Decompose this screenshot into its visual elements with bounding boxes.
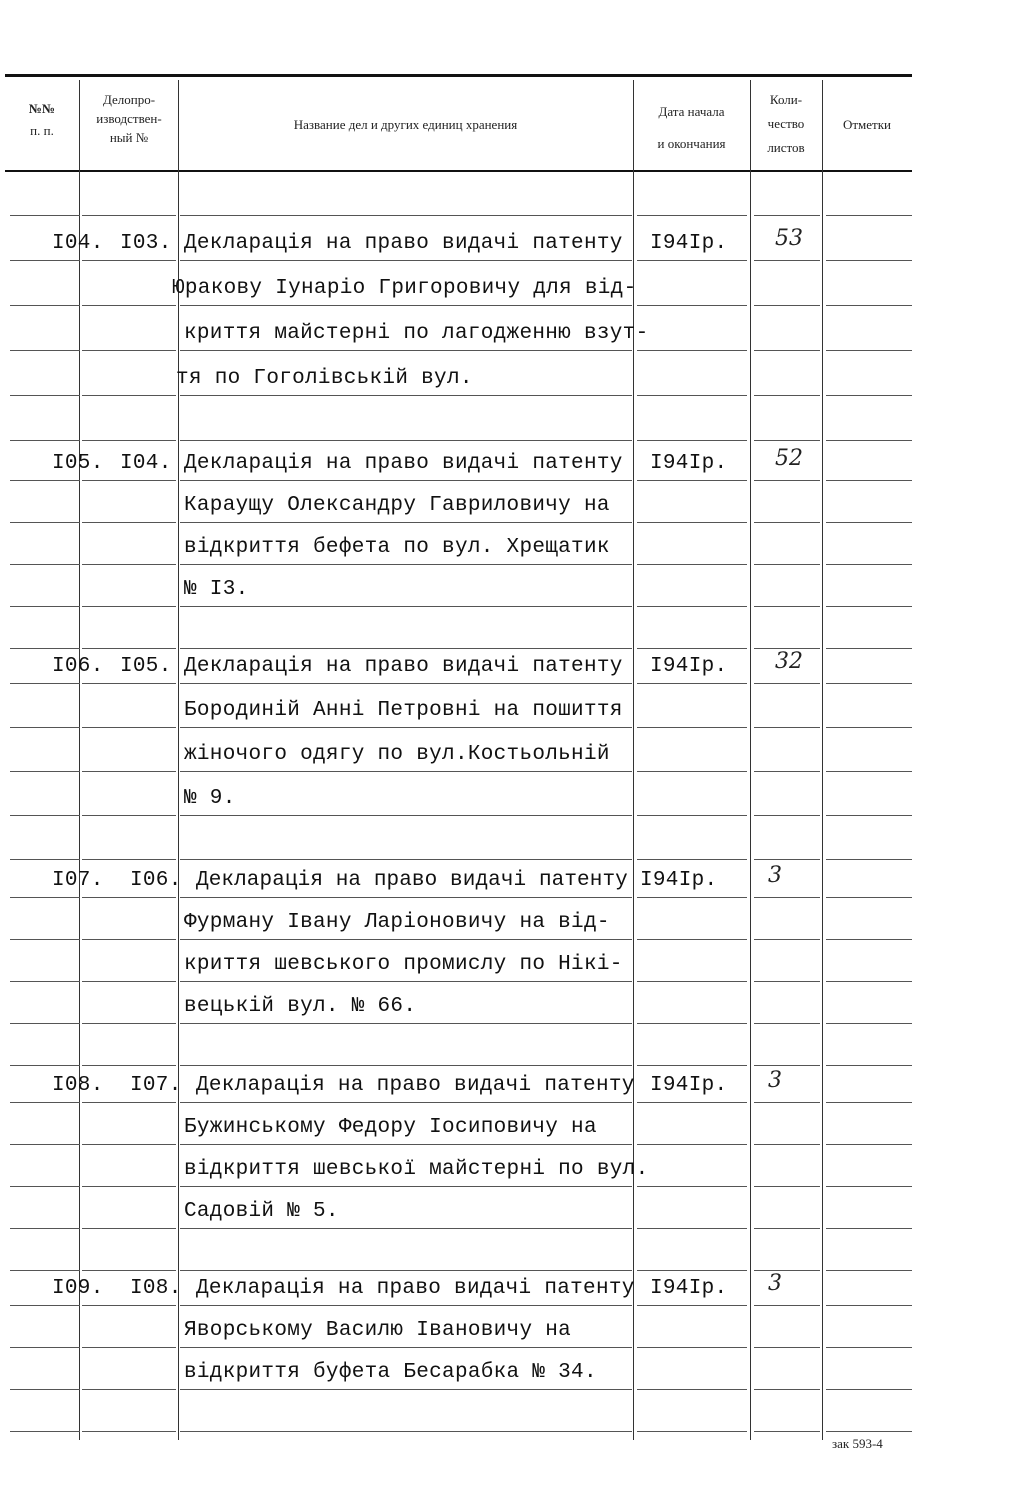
- row-rule: [180, 305, 632, 306]
- row-rule: [10, 395, 80, 396]
- row-rule: [180, 522, 632, 523]
- row-rule: [10, 1023, 80, 1024]
- row-rule: [754, 815, 820, 816]
- row-rule: [637, 939, 747, 940]
- row-rule: [637, 1228, 747, 1229]
- row-rule: [180, 606, 632, 607]
- row-rule: [754, 1144, 820, 1145]
- record-number: I04.: [120, 452, 172, 475]
- record-number: I06.: [130, 869, 182, 892]
- row-rule: [637, 440, 747, 441]
- row-rule: [82, 939, 176, 940]
- header-del-line: изводствен-: [96, 111, 162, 126]
- row-rule: [180, 939, 632, 940]
- header-del-num: [80, 90, 178, 147]
- entry-number: I05.: [52, 452, 104, 475]
- title-line: жіночого одягу по вул.Костьольній: [184, 743, 610, 766]
- title-line: Декларація на право видачі патенту: [196, 1277, 635, 1300]
- row-rule: [826, 522, 912, 523]
- row-rule: [180, 395, 632, 396]
- row-rule: [82, 1228, 176, 1229]
- row-rule: [10, 1431, 80, 1432]
- row-rule: [826, 260, 912, 261]
- row-rule: [754, 215, 820, 216]
- row-rule: [10, 815, 80, 816]
- row-rule: [82, 727, 176, 728]
- row-rule: [826, 1270, 912, 1271]
- row-rule: [10, 981, 80, 982]
- row-rule: [82, 1431, 176, 1432]
- row-rule: [826, 440, 912, 441]
- row-rule: [82, 815, 176, 816]
- row-rule: [10, 771, 80, 772]
- row-rule: [754, 1228, 820, 1229]
- row-rule: [82, 260, 176, 261]
- title-line: відкриття бефета по вул. Хрещатик: [184, 536, 610, 559]
- row-rule: [826, 1102, 912, 1103]
- record-number: I07.: [130, 1074, 182, 1097]
- header-notes: Отметки: [842, 117, 892, 132]
- row-rule: [82, 897, 176, 898]
- row-rule: [82, 1065, 176, 1066]
- row-rule: [82, 1270, 176, 1271]
- row-rule: [10, 1186, 80, 1187]
- row-rule: [180, 1023, 632, 1024]
- row-rule: [754, 480, 820, 481]
- row-rule: [180, 1431, 632, 1432]
- title-line: Бужинському Федору Іосиповичу на: [184, 1116, 597, 1139]
- entry-number: I07.: [52, 869, 104, 892]
- record-number: I05.: [120, 655, 172, 678]
- row-rule: [82, 1347, 176, 1348]
- row-rule: [637, 1102, 747, 1103]
- title-line: № I3.: [184, 578, 249, 601]
- row-rule: [826, 1431, 912, 1432]
- sheet-count: 53: [775, 226, 803, 251]
- row-rule: [754, 897, 820, 898]
- sheet-count: 3: [768, 1068, 782, 1093]
- entry-number: I09.: [52, 1277, 104, 1300]
- row-rule: [82, 1389, 176, 1390]
- row-rule: [180, 350, 632, 351]
- column-divider: [79, 80, 80, 1440]
- row-rule: [82, 305, 176, 306]
- row-rule: [754, 305, 820, 306]
- row-rule: [637, 305, 747, 306]
- row-rule: [637, 1347, 747, 1348]
- row-rule: [180, 1389, 632, 1390]
- entry-number: I08.: [52, 1074, 104, 1097]
- title-line: Декларація на право видачі патенту: [184, 452, 623, 475]
- row-rule: [180, 1347, 632, 1348]
- row-rule: [754, 1186, 820, 1187]
- row-rule: [180, 981, 632, 982]
- row-rule: [826, 350, 912, 351]
- row-rule: [82, 350, 176, 351]
- row-rule: [826, 1389, 912, 1390]
- record-number: I08.: [130, 1277, 182, 1300]
- row-rule: [637, 1144, 747, 1145]
- row-rule: [637, 771, 747, 772]
- title-line: Фурману Івану Ларіоновичу на від-: [184, 911, 610, 934]
- row-rule: [754, 395, 820, 396]
- row-rule: [826, 1065, 912, 1066]
- header-sheets: [750, 88, 822, 160]
- row-rule: [637, 897, 747, 898]
- row-rule: [826, 815, 912, 816]
- row-rule: [637, 1389, 747, 1390]
- row-rule: [637, 1305, 747, 1306]
- row-rule: [637, 727, 747, 728]
- row-rule: [754, 1347, 820, 1348]
- row-rule: [754, 771, 820, 772]
- row-rule: [10, 564, 80, 565]
- row-rule: [180, 683, 632, 684]
- row-rule: [10, 522, 80, 523]
- row-rule: [637, 215, 747, 216]
- row-rule: [10, 1305, 80, 1306]
- row-rule: [180, 440, 632, 441]
- row-rule: [180, 1305, 632, 1306]
- row-rule: [82, 606, 176, 607]
- row-rule: [10, 606, 80, 607]
- row-rule: [754, 1102, 820, 1103]
- sheet-count: 52: [775, 446, 803, 471]
- row-rule: [10, 440, 80, 441]
- row-rule: [637, 1065, 747, 1066]
- title-line: тя по Гоголівській вул.: [176, 367, 473, 390]
- row-rule: [826, 1023, 912, 1024]
- row-rule: [82, 215, 176, 216]
- row-rule: [637, 815, 747, 816]
- row-rule: [637, 981, 747, 982]
- row-rule: [82, 1144, 176, 1145]
- row-rule: [754, 1305, 820, 1306]
- sheet-count: 32: [775, 649, 803, 674]
- row-rule: [10, 305, 80, 306]
- row-rule: [754, 1270, 820, 1271]
- row-rule: [826, 981, 912, 982]
- row-rule: [82, 440, 176, 441]
- row-rule: [10, 939, 80, 940]
- row-rule: [10, 727, 80, 728]
- header-date-line: Дата начала: [658, 104, 725, 119]
- row-rule: [637, 260, 747, 261]
- row-rule: [637, 522, 747, 523]
- row-rule: [826, 1228, 912, 1229]
- row-rule: [754, 939, 820, 940]
- row-rule: [754, 1389, 820, 1390]
- header-sheets-line: Коли-: [769, 92, 803, 107]
- row-rule: [10, 350, 80, 351]
- row-rule: [10, 1347, 80, 1348]
- title-line: Декларація на право видачі патенту: [196, 869, 628, 892]
- row-rule: [82, 648, 176, 649]
- row-rule: [826, 897, 912, 898]
- row-rule: [826, 1347, 912, 1348]
- row-rule: [82, 1102, 176, 1103]
- date-range: I94Iр.: [650, 1277, 728, 1300]
- row-rule: [10, 897, 80, 898]
- title-line: криття майстерні по лагодженню взут-: [184, 322, 649, 345]
- row-rule: [82, 564, 176, 565]
- row-rule: [10, 1389, 80, 1390]
- row-rule: [637, 1270, 747, 1271]
- header-sheets-line: чество: [767, 116, 805, 131]
- title-line: вецькій вул. № 66.: [184, 995, 417, 1018]
- row-rule: [637, 564, 747, 565]
- row-rule: [754, 859, 820, 860]
- sheet-count: 3: [768, 1271, 782, 1296]
- row-rule: [826, 564, 912, 565]
- header-num: [8, 98, 76, 142]
- date-range: I94Iр.: [640, 869, 718, 892]
- row-rule: [826, 648, 912, 649]
- row-rule: [180, 897, 632, 898]
- row-rule: [637, 683, 747, 684]
- header-title: Название дел и других единиц хранения: [293, 117, 518, 132]
- header-del-line: Делопро-: [102, 92, 156, 107]
- row-rule: [180, 1102, 632, 1103]
- row-rule: [637, 1186, 747, 1187]
- entry-number: I04.: [52, 232, 104, 255]
- row-rule: [754, 564, 820, 565]
- row-rule: [10, 1102, 80, 1103]
- row-rule: [180, 815, 632, 816]
- row-rule: [180, 771, 632, 772]
- date-range: I94Iр.: [650, 1074, 728, 1097]
- row-rule: [180, 564, 632, 565]
- row-rule: [754, 683, 820, 684]
- row-rule: [82, 683, 176, 684]
- record-number: I03.: [120, 232, 172, 255]
- row-rule: [10, 1065, 80, 1066]
- row-rule: [82, 771, 176, 772]
- header-date-line: и окончания: [657, 136, 726, 151]
- row-rule: [10, 1144, 80, 1145]
- row-rule: [180, 215, 632, 216]
- title-line: Декларація на право видачі патенту: [196, 1074, 635, 1097]
- row-rule: [826, 727, 912, 728]
- row-rule: [826, 1305, 912, 1306]
- title-line: Декларація на право видачі патенту: [184, 232, 623, 255]
- title-line: криття шевського промислу по Нікі-: [184, 953, 623, 976]
- row-rule: [180, 1186, 632, 1187]
- sheet-count: 3: [768, 863, 782, 888]
- date-range: I94Iр.: [650, 655, 728, 678]
- row-rule: [180, 1065, 632, 1066]
- title-line: Юракову Iунаріо Григоровичу для від-: [172, 277, 637, 300]
- row-rule: [637, 1023, 747, 1024]
- row-rule: [826, 215, 912, 216]
- row-rule: [10, 260, 80, 261]
- row-rule: [10, 648, 80, 649]
- column-divider: [750, 80, 751, 1440]
- date-range: I94Iр.: [650, 232, 728, 255]
- row-rule: [82, 395, 176, 396]
- row-rule: [10, 480, 80, 481]
- row-rule: [10, 1228, 80, 1229]
- title-line: Декларація на право видачі патенту: [184, 655, 623, 678]
- row-rule: [826, 480, 912, 481]
- entry-number: I06.: [52, 655, 104, 678]
- row-rule: [180, 727, 632, 728]
- title-line: відкриття буфета Бесарабка № 34.: [184, 1361, 597, 1384]
- row-rule: [637, 350, 747, 351]
- row-rule: [10, 859, 80, 860]
- row-rule: [180, 859, 632, 860]
- title-line: Садовій № 5.: [184, 1200, 339, 1223]
- title-line: Яворському Василю Івановичу на: [184, 1319, 572, 1342]
- row-rule: [82, 859, 176, 860]
- row-rule: [180, 1144, 632, 1145]
- row-rule: [826, 305, 912, 306]
- row-rule: [754, 981, 820, 982]
- row-rule: [826, 1186, 912, 1187]
- title-line: Бородиній Анні Петровні на пошиття: [184, 699, 623, 722]
- row-rule: [826, 939, 912, 940]
- header-num-line: №№: [28, 101, 56, 116]
- date-range: I94Iр.: [650, 452, 728, 475]
- row-rule: [82, 1305, 176, 1306]
- row-rule: [10, 683, 80, 684]
- row-rule: [754, 350, 820, 351]
- header-top-rule: [5, 74, 912, 77]
- column-divider: [822, 80, 823, 1440]
- row-rule: [637, 606, 747, 607]
- row-rule: [637, 648, 747, 649]
- row-rule: [754, 522, 820, 523]
- row-rule: [180, 1270, 632, 1271]
- header-date: [633, 96, 750, 160]
- row-rule: [637, 859, 747, 860]
- header-bottom-rule: [5, 170, 912, 172]
- row-rule: [826, 683, 912, 684]
- row-rule: [754, 260, 820, 261]
- row-rule: [82, 480, 176, 481]
- row-rule: [754, 1431, 820, 1432]
- row-rule: [637, 1431, 747, 1432]
- order-number: зак 593-4: [832, 1436, 883, 1451]
- row-rule: [754, 440, 820, 441]
- row-rule: [82, 1186, 176, 1187]
- row-rule: [82, 522, 176, 523]
- row-rule: [10, 215, 80, 216]
- row-rule: [82, 981, 176, 982]
- row-rule: [826, 395, 912, 396]
- row-rule: [826, 1144, 912, 1145]
- row-rule: [10, 1270, 80, 1271]
- title-line: № 9.: [184, 787, 236, 810]
- header-sheets-line: листов: [767, 140, 805, 155]
- header-del-line: ный №: [109, 130, 149, 145]
- row-rule: [180, 648, 632, 649]
- row-rule: [826, 771, 912, 772]
- row-rule: [637, 395, 747, 396]
- row-rule: [826, 859, 912, 860]
- title-line: Караущу Олександру Гавриловичу на: [184, 494, 610, 517]
- header-num-line: п. п.: [30, 123, 54, 138]
- row-rule: [180, 480, 632, 481]
- row-rule: [754, 727, 820, 728]
- row-rule: [754, 1023, 820, 1024]
- row-rule: [82, 1023, 176, 1024]
- row-rule: [180, 260, 632, 261]
- row-rule: [754, 1065, 820, 1066]
- row-rule: [637, 480, 747, 481]
- row-rule: [826, 606, 912, 607]
- row-rule: [180, 1228, 632, 1229]
- title-line: відкриття шевської майстерні по вул.: [184, 1158, 649, 1181]
- row-rule: [754, 606, 820, 607]
